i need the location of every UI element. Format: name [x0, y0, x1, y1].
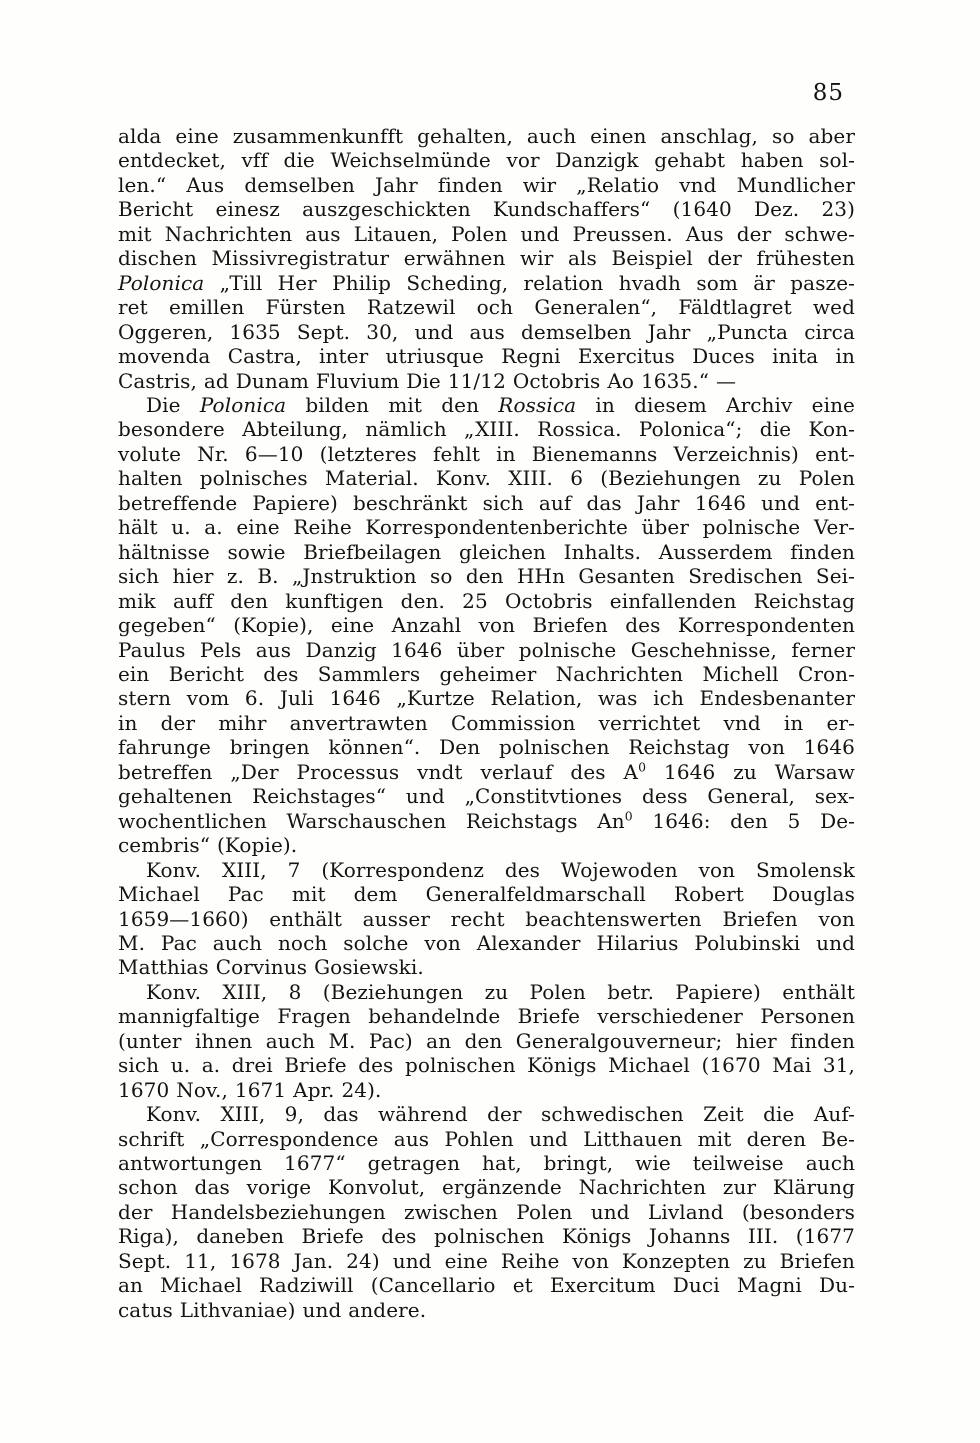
text-line: catus Lithvaniae) und andere.: [118, 1297, 427, 1322]
text-line: sich u. a. drei Briefe des polnischen Königs Michael (1670 Mai 31,: [118, 1053, 855, 1078]
text-line: fahrunge bringen können“. Den polnischen Reichstag von 1646: [118, 735, 855, 760]
text-line: sich hier z. B. „Jnstruktion so den HHn Gesanten Sredischen Sei-: [118, 564, 855, 589]
text-line: Bericht einesz auszgeschickten Kundschaffers“ (1640 Dez. 23): [118, 197, 855, 222]
text-line: M. Pac auch noch solche von Alexander Hilarius Polubinski und: [118, 930, 855, 955]
text-line: ret emillen Fürsten Ratzewil och Generalen“, Fäldtlagret wed: [118, 295, 855, 320]
text-line: gehaltenen Reichstages“ und „Constitvtiones dess General, sex-: [118, 784, 855, 809]
text-line: betreffen „Der Processus vndt verlauf des $A^0$ 1646 zu Warsaw: [118, 759, 856, 784]
paragraph: [118, 124, 855, 393]
text-line: betreffende Papiere) beschränkt sich auf das Jahr 1646 und ent-: [118, 490, 855, 515]
text-line: 1670 Nov., 1671 Apr. 24).: [118, 1077, 382, 1102]
text-line: Sept. 11, 1678 Jan. 24) und eine Reihe von Konzepten zu Briefen: [118, 1248, 855, 1273]
page-text: [118, 124, 855, 1322]
text-line: Konv. XIII, 7 (Korrespondenz des Wojewoden von Smolensk: [146, 857, 855, 882]
text-line: cembris“ (Kopie).: [118, 833, 298, 858]
text-line: alda eine zusammenkunfft gehalten, auch einen anschlag, so aber: [118, 124, 855, 148]
text-line: an Michael Radziwill (Cancellario et Exercitum Duci Magni Du-: [118, 1273, 855, 1298]
page-number: 85: [812, 80, 844, 106]
text-line: len.“ Aus demselben Jahr finden wir „Relatio vnd Mundlicher: [118, 172, 855, 197]
text-line: Konv. XIII, 8 (Beziehungen zu Polen betr. Papiere) enthält: [146, 979, 855, 1004]
text-line: Riga), daneben Briefe des polnischen Königs Johanns III. (1677: [118, 1224, 855, 1249]
text-line: 1659—1660) enthält ausser recht beachtenswerten Briefen von: [118, 906, 855, 931]
text-line: Matthias Corvinus Gosiewski.: [118, 955, 424, 980]
text-line: besondere Abteilung, nämlich „XIII. Rossica. Polonica“; die Kon-: [118, 417, 855, 442]
text-line: Oggeren, 1635 Sept. 30, und aus demselben Jahr „Puncta circa: [118, 319, 855, 344]
paragraph: [118, 1102, 855, 1322]
text-line: entdecket, vff die Weichselmünde vor Danzigk gehabt haben sol-: [118, 148, 855, 173]
text-line: schrift „Correspondence aus Pohlen und Litthauen mit deren Be-: [118, 1126, 855, 1151]
text-line: stern vom 6. Juli 1646 „Kurtze Relation, was ich Endesbenanter: [118, 686, 855, 711]
text-line: volute Nr. 6—10 (letzteres fehlt in Bienemanns Verzeichnis) ent-: [118, 441, 855, 466]
text-line: gegeben“ (Kopie), eine Anzahl von Briefen des Korrespondenten: [118, 613, 855, 638]
text-line: wochentlichen Warschauschen Reichstags An$^0$ 1646: den 5 De-: [118, 808, 855, 833]
text-line: Michael Pac mit dem Generalfeldmarschall Robert Douglas: [118, 882, 855, 907]
text-line: mannigfaltige Fragen behandelnde Briefe verschiedener Personen: [118, 1004, 855, 1029]
text-line: ein Bericht des Sammlers geheimer Nachrichten Michell Cron-: [118, 661, 855, 686]
paragraph: [118, 858, 855, 980]
text-line: (unter ihnen auch M. Pac) an den Generalgouverneur; hier finden: [118, 1028, 855, 1053]
text-line: in der mihr anvertrawten Commission verrichtet vnd in er-: [118, 710, 855, 735]
paragraph: [118, 393, 855, 858]
text-line: dischen Missivregistratur erwähnen wir als Beispiel der frühesten: [118, 246, 855, 271]
text-line: hältnisse sowie Briefbeilagen gleichen Inhalts. Ausserdem finden: [118, 539, 855, 564]
text-line: halten polnisches Material. Konv. XIII. 6 (Beziehungen zu Polen: [118, 466, 855, 491]
text-line: Konv. XIII, 9, das während der schwedischen Zeit die Auf-: [146, 1102, 855, 1127]
text-line: Castris, ad Dunam Fluvium Die 11/12 Octobris Ao 1635.“ —: [118, 368, 737, 393]
text-line: schon das vorige Konvolut, ergänzende Nachrichten zur Klärung: [118, 1175, 855, 1200]
text-line: antwortungen 1677“ getragen hat, bringt, wie teilweise auch: [118, 1151, 855, 1176]
text-line: mit Nachrichten aus Litauen, Polen und Preussen. Aus der schwe-: [118, 221, 855, 246]
paragraph: [118, 980, 855, 1102]
text-line: Die Polonica bilden mit den Rossica in diesem Archiv eine: [146, 392, 855, 417]
text-line: Polonica „Till Her Philip Scheding, relation hvadh som är pasze-: [118, 270, 855, 295]
text-line: der Handelsbeziehungen zwischen Polen und Livland (besonders: [118, 1199, 855, 1224]
text-line: Paulus Pels aus Danzig 1646 über polnische Geschehnisse, ferner: [118, 637, 855, 662]
text-line: hält u. a. eine Reihe Korrespondentenberichte über polnische Ver-: [118, 515, 855, 540]
text-line: movenda Castra, inter utriusque Regni Exercitus Duces inita in: [118, 344, 855, 369]
text-line: mik auff den kunftigen den. 25 Octobris einfallenden Reichstag: [118, 588, 855, 613]
